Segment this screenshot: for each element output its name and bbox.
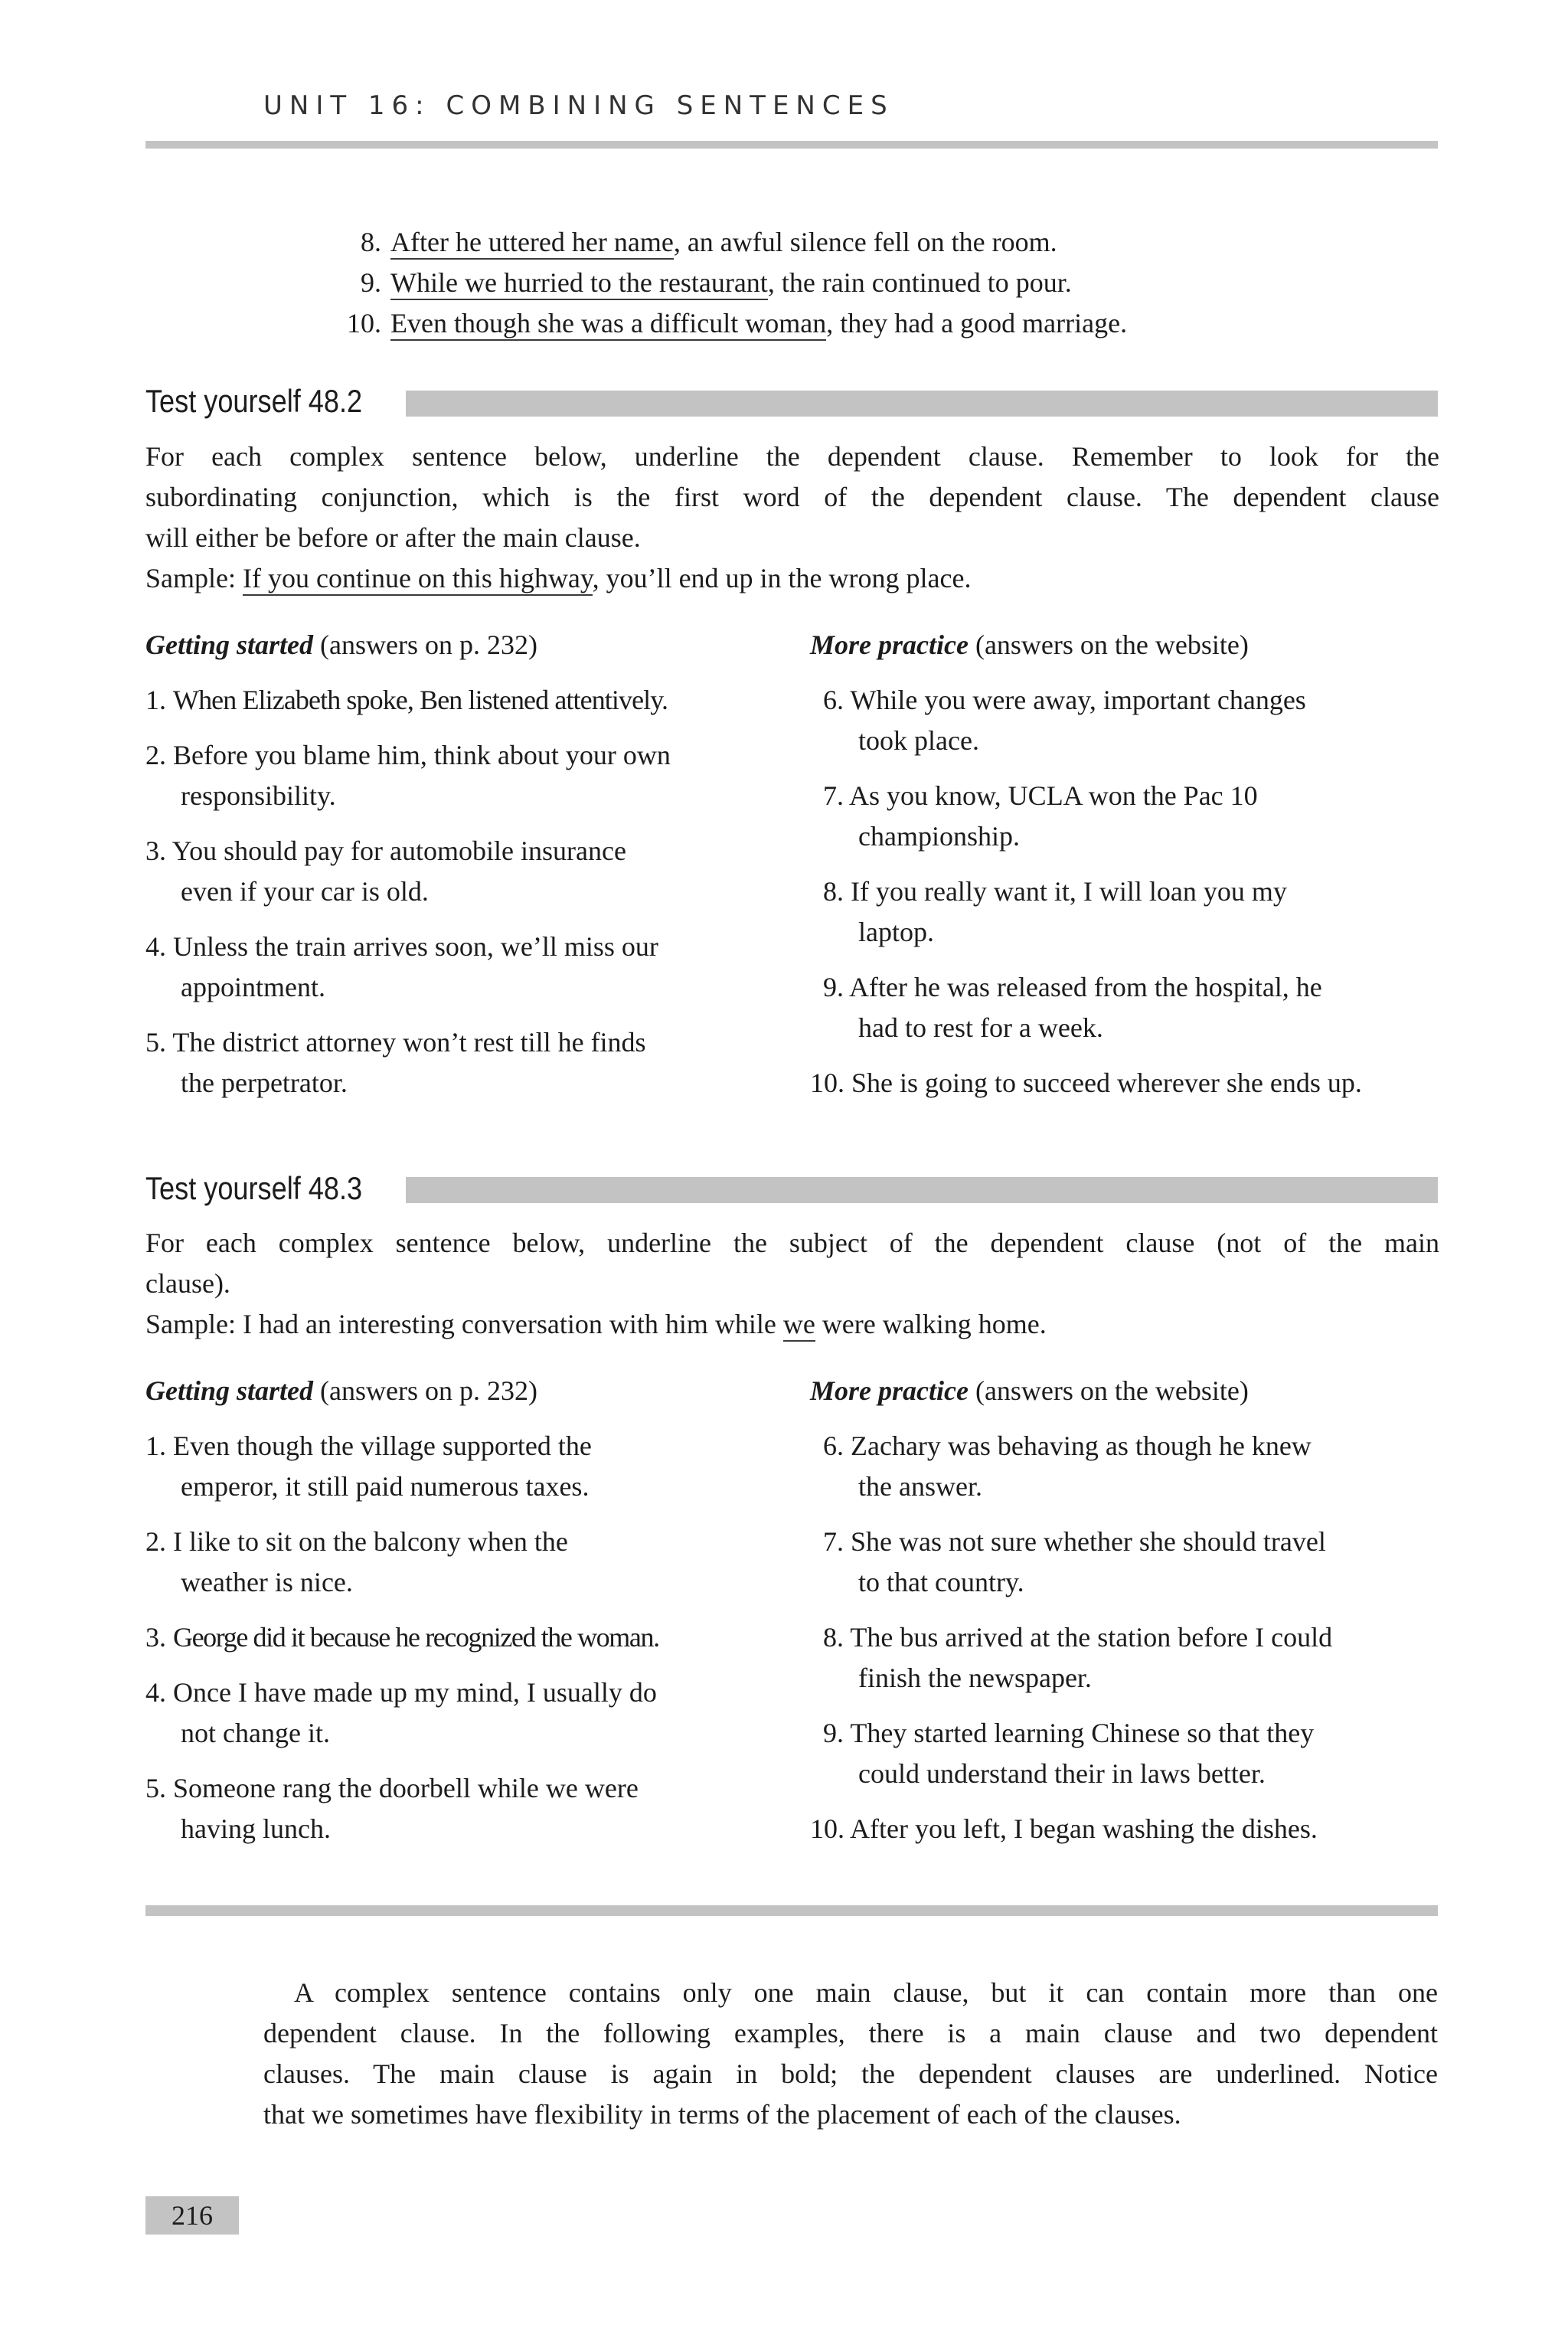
item-text: championship.	[858, 821, 1020, 852]
item-text: responsibility.	[181, 780, 336, 811]
sample-text: , you’ll end up in the wrong place.	[592, 563, 972, 593]
item-number: 9.	[823, 1718, 844, 1748]
paragraph-line: clauses. The main clause is again in bold; the dependent clauses are underlined. Notice	[263, 2058, 1438, 2089]
list-item	[338, 303, 1127, 344]
instruction-line: clause).	[145, 1268, 230, 1299]
section-title-bar	[406, 1177, 1438, 1203]
underlined-clause: Even though she was a difficult woman	[390, 308, 826, 341]
item-text: could understand their in laws better.	[858, 1758, 1266, 1789]
underlined-clause: If you continue on this highway	[243, 563, 593, 596]
list-item	[823, 1713, 1314, 1794]
list-item	[823, 871, 1287, 953]
instruction-line: will either be before or after the main clause.	[145, 522, 641, 553]
item-text: even if your car is old.	[181, 876, 429, 907]
item-number: 1.	[145, 1430, 166, 1461]
item-number: 5.	[145, 1773, 166, 1803]
item-number: 10.	[347, 308, 381, 338]
item-text: Before you blame him, think about your own	[173, 740, 671, 770]
list-item	[810, 1063, 1362, 1103]
item-text: I like to sit on the balcony when the	[173, 1526, 568, 1557]
item-number: 6.	[823, 685, 844, 715]
underlined-subject: we	[783, 1309, 815, 1342]
item-number: 4.	[145, 1677, 166, 1708]
paragraph-line: dependent clause. In the following examples, there is a main clause and two dependent	[263, 2018, 1438, 2048]
item-text: The district attorney won’t rest till he finds	[172, 1027, 646, 1058]
list-item	[145, 1768, 639, 1849]
list-item	[145, 1522, 568, 1603]
section-title: Test yourself 48.2	[145, 383, 363, 419]
list-item	[145, 1672, 657, 1754]
section-title: Test yourself 48.3	[145, 1170, 363, 1206]
item-text: took place.	[858, 725, 979, 756]
list-item	[145, 1426, 592, 1507]
list-item	[823, 1522, 1326, 1603]
item-text: finish the newspaper.	[858, 1663, 1092, 1693]
item-number: 9.	[823, 972, 844, 1002]
sample-label: Sample:	[145, 563, 243, 593]
item-text: not change it.	[181, 1718, 330, 1748]
item-text: After you left, I began washing the dishes.	[850, 1813, 1318, 1844]
list-item	[823, 1426, 1312, 1507]
section-end-rule	[145, 1905, 1438, 1916]
item-number: 2.	[145, 740, 166, 770]
heading-note: (answers on the website)	[968, 1375, 1249, 1406]
item-text: having lunch.	[181, 1813, 331, 1844]
item-number: 4.	[145, 931, 166, 962]
list-item	[145, 927, 658, 1008]
item-text: , an awful silence fell on the room.	[673, 227, 1057, 257]
list-item	[145, 680, 668, 721]
item-text: After he was released from the hospital, he	[849, 972, 1322, 1002]
item-text: George did it because he recognized the woman.	[173, 1622, 659, 1653]
item-text: You should pay for automobile insurance	[172, 835, 626, 866]
item-text: When Elizabeth spoke, Ben listened attentively.	[173, 685, 668, 715]
list-item	[338, 263, 1127, 303]
item-number: 10.	[810, 1813, 844, 1844]
item-text: Unless the train arrives soon, we’ll miss our	[173, 931, 658, 962]
item-text: As you know, UCLA won the Pac 10	[849, 780, 1258, 811]
heading-bold: More practice	[810, 629, 969, 660]
list-item	[823, 680, 1306, 761]
item-text: to that country.	[858, 1567, 1024, 1597]
item-text: weather is nice.	[181, 1567, 353, 1597]
item-text: Someone rang the doorbell while we were	[173, 1773, 639, 1803]
item-text: the perpetrator.	[181, 1068, 348, 1098]
item-text: Zachary was behaving as though he knew	[851, 1430, 1312, 1461]
instructions	[145, 436, 1439, 599]
running-header: UNIT 16: COMBINING SENTENCES	[263, 90, 894, 121]
item-number: 10.	[810, 1068, 844, 1098]
list-item	[810, 1809, 1318, 1849]
item-number: 6.	[823, 1430, 844, 1461]
underlined-clause: After he uttered her name	[390, 227, 674, 260]
heading-bold: More practice	[810, 1375, 969, 1406]
item-text: While you were away, important changes	[850, 685, 1306, 715]
page-number: 216	[145, 2196, 239, 2235]
item-text: laptop.	[858, 917, 934, 947]
instruction-line: subordinating conjunction, which is the first word of the dependent clause. The dependent clause	[145, 482, 1439, 512]
paragraph-line: that we sometimes have flexibility in terms of the placement of each of the clauses.	[263, 2099, 1181, 2130]
section-title-bar	[406, 391, 1438, 417]
list-item	[145, 1617, 659, 1658]
list-item	[338, 222, 1127, 263]
item-text: She was not sure whether she should travel	[851, 1526, 1326, 1557]
item-text: appointment.	[181, 972, 325, 1002]
heading-bold: Getting started	[145, 629, 314, 660]
item-number: 7.	[823, 780, 844, 811]
more-practice-heading	[810, 1371, 1249, 1411]
item-number: 9.	[361, 267, 381, 298]
list-item	[145, 831, 626, 912]
item-text: The bus arrived at the station before I could	[850, 1622, 1333, 1653]
instructions	[145, 1223, 1439, 1345]
item-number: 1.	[145, 685, 166, 715]
item-number: 8.	[823, 876, 844, 907]
list-item	[823, 1617, 1332, 1699]
item-text: If you really want it, I will loan you my	[851, 876, 1287, 907]
item-number: 5.	[145, 1027, 166, 1058]
header-rule	[145, 141, 1438, 149]
paragraph-line: A complex sentence contains only one main clause, but it can contain more than one	[294, 1977, 1438, 2008]
sample-line	[145, 558, 1439, 599]
item-number: 3.	[145, 835, 166, 866]
item-number: 3.	[145, 1622, 166, 1653]
list-item	[145, 1022, 646, 1103]
instruction-line: For each complex sentence below, underline the subject of the dependent clause (not of the main	[145, 1228, 1439, 1258]
item-text: , the rain continued to pour.	[767, 267, 1072, 298]
item-text: emperor, it still paid numerous taxes.	[181, 1471, 590, 1502]
item-text: had to rest for a week.	[858, 1012, 1103, 1043]
item-number: 8.	[361, 227, 381, 257]
instruction-line: For each complex sentence below, underline the dependent clause. Remember to look for the	[145, 441, 1439, 472]
item-number: 2.	[145, 1526, 166, 1557]
continued-list	[338, 222, 1127, 344]
getting-started-heading	[145, 625, 537, 665]
sample-text: Sample: I had an interesting conversation with him while	[145, 1309, 783, 1339]
item-number: 7.	[823, 1526, 844, 1557]
sample-line	[145, 1304, 1439, 1345]
heading-note: (answers on the website)	[968, 629, 1249, 660]
heading-note: (answers on p. 232)	[313, 629, 537, 660]
underlined-clause: While we hurried to the restaurant	[390, 267, 768, 300]
item-text: They started learning Chinese so that they	[850, 1718, 1315, 1748]
list-item	[823, 967, 1322, 1048]
heading-note: (answers on p. 232)	[313, 1375, 537, 1406]
getting-started-heading	[145, 1371, 537, 1411]
item-text: She is going to succeed wherever she ends up.	[851, 1068, 1362, 1098]
item-text: the answer.	[858, 1471, 982, 1502]
list-item	[145, 735, 671, 816]
heading-bold: Getting started	[145, 1375, 314, 1406]
more-practice-heading	[810, 625, 1249, 665]
sample-text: were walking home.	[815, 1309, 1047, 1339]
list-item	[823, 776, 1258, 857]
item-text: Once I have made up my mind, I usually do	[173, 1677, 657, 1708]
item-text: , they had a good marriage.	[826, 308, 1128, 338]
body-paragraph	[263, 1973, 1438, 2135]
item-number: 8.	[823, 1622, 844, 1653]
item-text: Even though the village supported the	[173, 1430, 592, 1461]
